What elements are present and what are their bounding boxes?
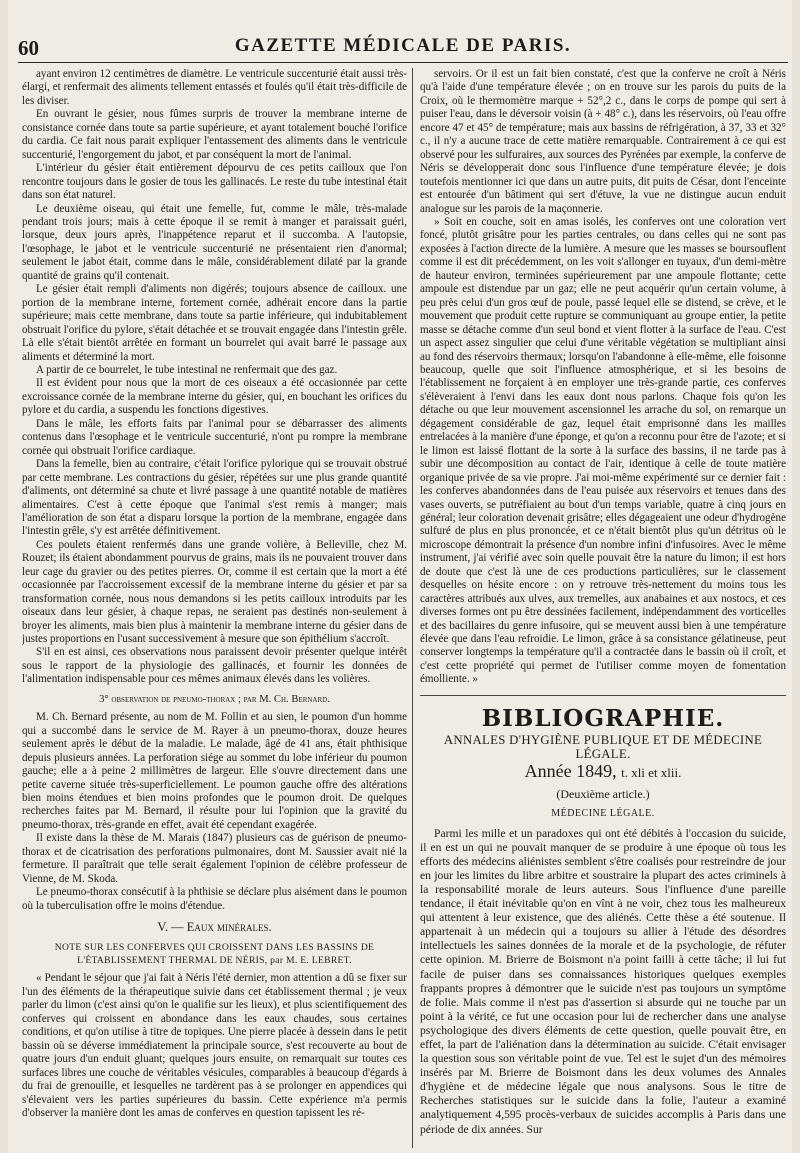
paragraph: » Soit en couche, soit en amas isolés, les conferves ont une coloration vert foncé, plutôt grisâtre pour les parties centrales, ou dans celles qui ne sont pas exposées à l'action directe de la lumière. A mesure que les masses se boursouflent comme il est dit précédemment, on les voit s'allonger en tuyaux, d'un demi-mètre de hauteur environ, terminées supérieurement par une ampoule flottante; cette ampoule est distendue par un gaz; elle ne peut acquérir qu'un certain volume, à peu près celui d'un gros œuf de poule, passé lequel elle se distend, se crève, et le mouvement que produit cette rupture se communiquant au groupe entier, la petite masse se détache comme d'un seul bond et vient flotter à la surface de l'eau. C'est un aspect assez singulier que celui d'une véritable végétation se multipliant ainsi au fond des réservoirs thermaux; lorsqu'on l'abandonne à elle-même, elle foisonne beaucoup, quelle que soit l'influence atmosphérique, et si les besoins de l'établissement ne forçaient à en employer une très-grande partie, ces conferves s'élèveraient à l'envi dans les eaux dont nous parlons. Chaque fois qu'on les détache ou que leur mouvement ascensionnel les arrache du sol, on remarque un dégagement considérable de gaz, lequel était emprisonné dans les mailles entrelacées à la manière d'une éponge, et qu'on a reconnu pour être de l'azote; et si le limon est laissé flottant de la sorte à la surface des bassins, il ne tarde pas à subir une décomposition au contact de l'air, identique à celle de toute matière organique privée de sa vie propre. J'ai moi-même expérimenté sur ce dernier fait : les conferves abandonnées dans de l'eau puisée aux réservoirs et tenues dans des vases ouverts, se putréfiaient au bout d'un temps variable, quatre à cinq jours en général; leur coloration devenait grisâtre; elles dégageaient une odeur d'hydrogène sulfuré de plus en plus prononcée, et ce n'était bientôt plus qu'un détritus où le microscope démontrait la présence d'un nombre infini d'infusoires. Avec le même instrument, j'ai vérifié avec soin quelle pouvait être la nature du limon; il est hors de doute que c'est là une de ces productions particulières, sur le classement desquelles on hésite encore : on y retrouve très-nettement du moins tous les caractères attribués aux ulves, aux tremelles, aux anabaines et aux nostocs, et ces diverses formes ont pu être dessinées facilement, indépendamment des vorticelles et des bacillaires du genre infusoire, qui se meuvent aussi bien à une température élevée que dans l'eau refroidie. Le limon, grâce à sa consistance gélatineuse, peut conserver longtemps la température qu'il a contractée dans le bassin où il croît, et c'est cette propriété qui permet de l'utiliser comme moyen de fomentation émolliente. » (420, 215, 786, 686)
paragraph: Le deuxième oiseau, qui était une femelle, fut, comme le mâle, très-malade pendant trois jours; mais à cette époque il se remit à manger et paraissait guéri, lorsque, deux jours après, l'inappétence reparut et il succomba. A l'autopsie, l'œsophage, le jabot et le ventricule succenturié ne présentaient rien d'anormal; seulement le jabot était, comme dans le mâle, considérablement dilaté par la grande quantité de grains qu'il contenait. (22, 202, 407, 282)
newspaper-page (8, 0, 792, 1153)
paragraph: ayant environ 12 centimètres de diamètre. Le ventricule succenturié était aussi très-élargi, et renfermait des aliments tellement entassés et foulés qu'il était très-difficile de les diviser. (22, 68, 407, 107)
review-journal-title: ANNALES D'HYGIÈNE PUBLIQUE ET DE MÉDECINE LÉGALE. (443, 733, 763, 761)
paragraph: Il est évident pour nous que la mort de ces oiseaux a été occasionnée par cette excroissance cornée de la membrane interne du gésier, qui, en bouchant les orifices du pylore et du cardia, a suspendu les fonctions digestives. (22, 377, 407, 417)
review-year-label: Année 1849, (524, 761, 617, 782)
column-divider (412, 68, 413, 1148)
review-year (420, 761, 786, 782)
page-header (18, 30, 788, 63)
page-number: 60 (18, 36, 39, 60)
paragraph: L'intérieur du gésier était entièrement dépourvu de ces petits cailloux que l'on rencontre toujours dans le gosier de tous les gallinacés. Le reste du tube intestinal était dans son état naturel. (22, 162, 407, 202)
article-number: (Deuxième article.) (556, 786, 650, 801)
review-volumes: t. xli et xlii. (621, 765, 682, 781)
right-column (420, 68, 786, 1148)
paragraph: Dans la femelle, bien au contraire, c'était l'orifice pylorique qui se trouvait obstrué par cette membrane. Les contractions du gésier, répétées sur une plus grande quantité d'aliments, ont déterminé sa chute et livré passage à une quantité notable de matières alimentaires. C'est à cette époque que l'animal s'est remis à manger; mais l'amélioration de son état a disparu lorsque la portion de la membrane, engagée dans l'intestin grêle, s'y est arrêtée définitivement. (22, 458, 407, 538)
paragraph: « Pendant le séjour que j'ai fait à Néris l'été dernier, mon attention a dû se fixer sur l'un des éléments de la thérapeutique suivie dans cet établissement thermal ; je veux parler du limon (c'est ainsi qu'on le qualifie sur les lieux), et plus scientifiquement des conferves qui croissent en abondance dans les eaux chaudes, sous certaines conditions, et qu'on utilise à titre de topiques. Une pierre placée à dessein dans le petit bassin où se déverse immédiatement la principale source, s'est recouverte au bout de quatre jours d'un enduit gluant; quelques jours ensuite, on remarquait sur toutes ces surfaces libres une couche de véritables vésicules, comparables à beaucoup d'égards à du frai de grenouille, et lesquelles ne tardèrent pas à se prolonger en appendices qui s'élevaient vers les parties supérieures du bassin. Cette expérience m'a permis d'observer la manière dont les amas de conferves en question tapissent les ré- (22, 972, 407, 1119)
paragraph: Parmi les mille et un paradoxes qui ont été débités à l'occasion du suicide, il en est un qui ne pouvait manquer de se produire à une époque où tous les efforts des médecins aliénistes semblent s'être coalisés pour restreindre de jour en jour les limites du libre arbitre et soustraire la plupart des actes criminels à la responsabilité morale de leurs auteurs. Sous l'influence d'une pareille tendance, il était inévitable qu'on en vînt à ne voir, chez tous les malheureux qui attentent à leur existence, que des aliénés. Cette thèse a été soutenue. Il appartenait à un médecin qui a toujours su allier à l'étude des désordres intellectuels les saines données de la morale et de la psychologie, de réfuter cette opinion. M. Brierre de Boismont n'a point failli à cette tâche; il lui fut facile de puiser dans ses connaissances historiques quelques exemples frappants propres à démontrer que le suicide n'est pas toujours un symptôme de folie. Mais comme il n'est pas d'assertion si absurde qui ne touche par un point à la vérité, ce fut une occasion pour lui de rechercher dans une analyse psychologique des divers éléments de cette question, quelle pouvait être, en effet, la part de l'aliénation dans la détermination au suicide. C'était envisager la question sous son véritable point de vue. Tel est le sujet d'un des mémoires insérés par M. Brierre de Boismont dans les deux volumes des Annales d'hygiène et de médecine légale que nous analysons. Sous le titre de Recherches statistiques sur le suicide dans la folie, l'auteur a examiné analytiquement 4,595 procès-verbaux de suicides accomplis à Paris dans une période de dix années. Sur (420, 826, 786, 1136)
paragraph: A partir de ce bourrelet, le tube intestinal ne renfermait que des gaz. (36, 363, 338, 376)
observation-title: 3° observation de pneumo-thorax ; par M. Ch. Bernard. (99, 693, 330, 705)
subsection-heading: MÉDECINE LÉGALE. (551, 808, 655, 820)
section-heading: V. — Eaux minérales. (157, 920, 272, 935)
bibliography-heading: BIBLIOGRAPHIE. (481, 704, 725, 732)
left-column (22, 68, 407, 1148)
paragraph: Le gésier était rempli d'aliments non digérés; toujours absence de cailloux. une portion de la membrane interne, fortement cornée, adhérait encore dans la partie supérieure; mais cette membrane, dans toute sa partie inférieure, qui indubitablement obstruait l'orifice du pylore, s'était détachée et se trouvait engagée dans l'intestin grêle. Là elle s'était bientôt arrêtée en formant un bourrelet qui avait barré le passage aux aliments et déterminé la mort. (22, 283, 407, 363)
note-title: NOTE SUR LES CONFERVES QUI CROISSENT DANS LES BASSINS DE L'ÉTABLISSEMENT THERMAL DE NÉRIS, par M. E. LEBRET. (54, 941, 375, 966)
paragraph: Le pneumo-thorax consécutif à la phthisie se déclare plus aisément dans le poumon où la tuberculisation offre le moins d'étendue. (22, 886, 407, 912)
paragraph: Dans le mâle, les efforts faits par l'animal pour se débarrasser des aliments contenus dans l'œsophage et le ventricule succenturié, n'ont pu rompre la membrane cornée qui obstruait l'orifice cardiaque. (22, 417, 407, 457)
paragraph: M. Ch. Bernard présente, au nom de M. Follin et au sien, le poumon d'un homme qui a succombé dans le service de M. Rayer à un pneumo-thorax, douze heures seulement après le début de la maladie. Le malade, âgé de 41 ans, était phthisique depuis plusieurs années. La perforation siége au sommet du lobe inférieur du poumon gauche; elle a à peine 2 millimètres de largeur. Elle s'ouvre directement dans une petite caverne située très-superficiellement. Le poumon gauche offre des altérations bien moins étendues et bien moins profondes que le poumon droit. De quelques recherches faites par M. Bernard, il résulte pour lui l'opinion que la gravité du pneumo-thorax, très-grande en effet, avait été cependant exagérée. (22, 711, 407, 831)
paragraph: En ouvrant le gésier, nous fûmes surpris de trouver la membrane interne de consistance cornée dans toute sa partie supérieure, et ayant totalement bouché l'orifice du cardia. Ce fait nous parait expliquer l'entassement des aliments dans le ventricule succenturié, l'engorgement du jabot, et par conséquent la mort de l'animal. (22, 108, 407, 161)
paragraph: servoirs. Or il est un fait bien constaté, c'est que la conferve ne croît à Néris qu'à l'aide d'une température élevée ; on en trouve sur les parois du puits de la Croix, où le thermomètre marque + 52°,2 c., dans le corps de pompe qui sert à puiser l'eau, dans le déversoir voisin (à + 48° c.), dans les réservoirs, où l'eau offre encore 47 et 45° de température; mais aux bassins de réfrigération, à 37, 33 et 32° c., il n'y a aucune trace de cette matière remarquable. Contrairement à ce qui est observé pour les sulfuraires, aux sources des Pyrénées par exemple, la conferve de Néris se développerait donc sous l'influence d'une température élevée; je dois toutefois mentionner ici que dans un autre puits, dit puits de César, dont l'enceinte est entourée d'un bâtiment qui sert d'étuve, la vue ne distingue aucun enduit analogue sur les parois de la maçonnerie. (420, 68, 786, 215)
paragraph: Ces poulets étaient renfermés dans une grande volière, à Belleville, chez M. Rouzet; ils étaient abondamment pourvus de grains, mais ils ne pouvaient trouver dans leur cage du gravier ou des petites pierres. Or, comme il est certain que la mort a été occasionnée par l'accroissement excessif de la membrane interne du gésier et par sa transformation cornée, nous nous demandons si les petits cailloux introduits par les oiseaux dans leur gésier, à chaque repas, ne seraient pas destinés non-seulement à broyer les aliments, mais bien plus à maintenir la membrane interne du gésier dans de justes proportions en l'usant successivement à mesure que son épithélium s'accroît. (22, 538, 407, 646)
section-rule (420, 695, 786, 696)
paragraph: S'il en est ainsi, ces observations nous paraissent devoir présenter quelque intérêt sous le rapport de la physiologie des gallinacés, et fournir les données de l'alimentation indispensable pour ces mêmes animaux élevés dans les volières. (22, 646, 407, 686)
publication-title: GAZETTE MÉDICALE DE PARIS. (234, 35, 572, 56)
paragraph: Il existe dans la thèse de M. Marais (1847) plusieurs cas de guérison de pneumo-thorax et de cicatrisation des perforations pulmonaires, dont M. Saussier avait nié la fermeture. Il paraîtrait que telle serait également l'opinion de célèbre professeur de Vienne, de M. Skoda. (22, 832, 407, 885)
